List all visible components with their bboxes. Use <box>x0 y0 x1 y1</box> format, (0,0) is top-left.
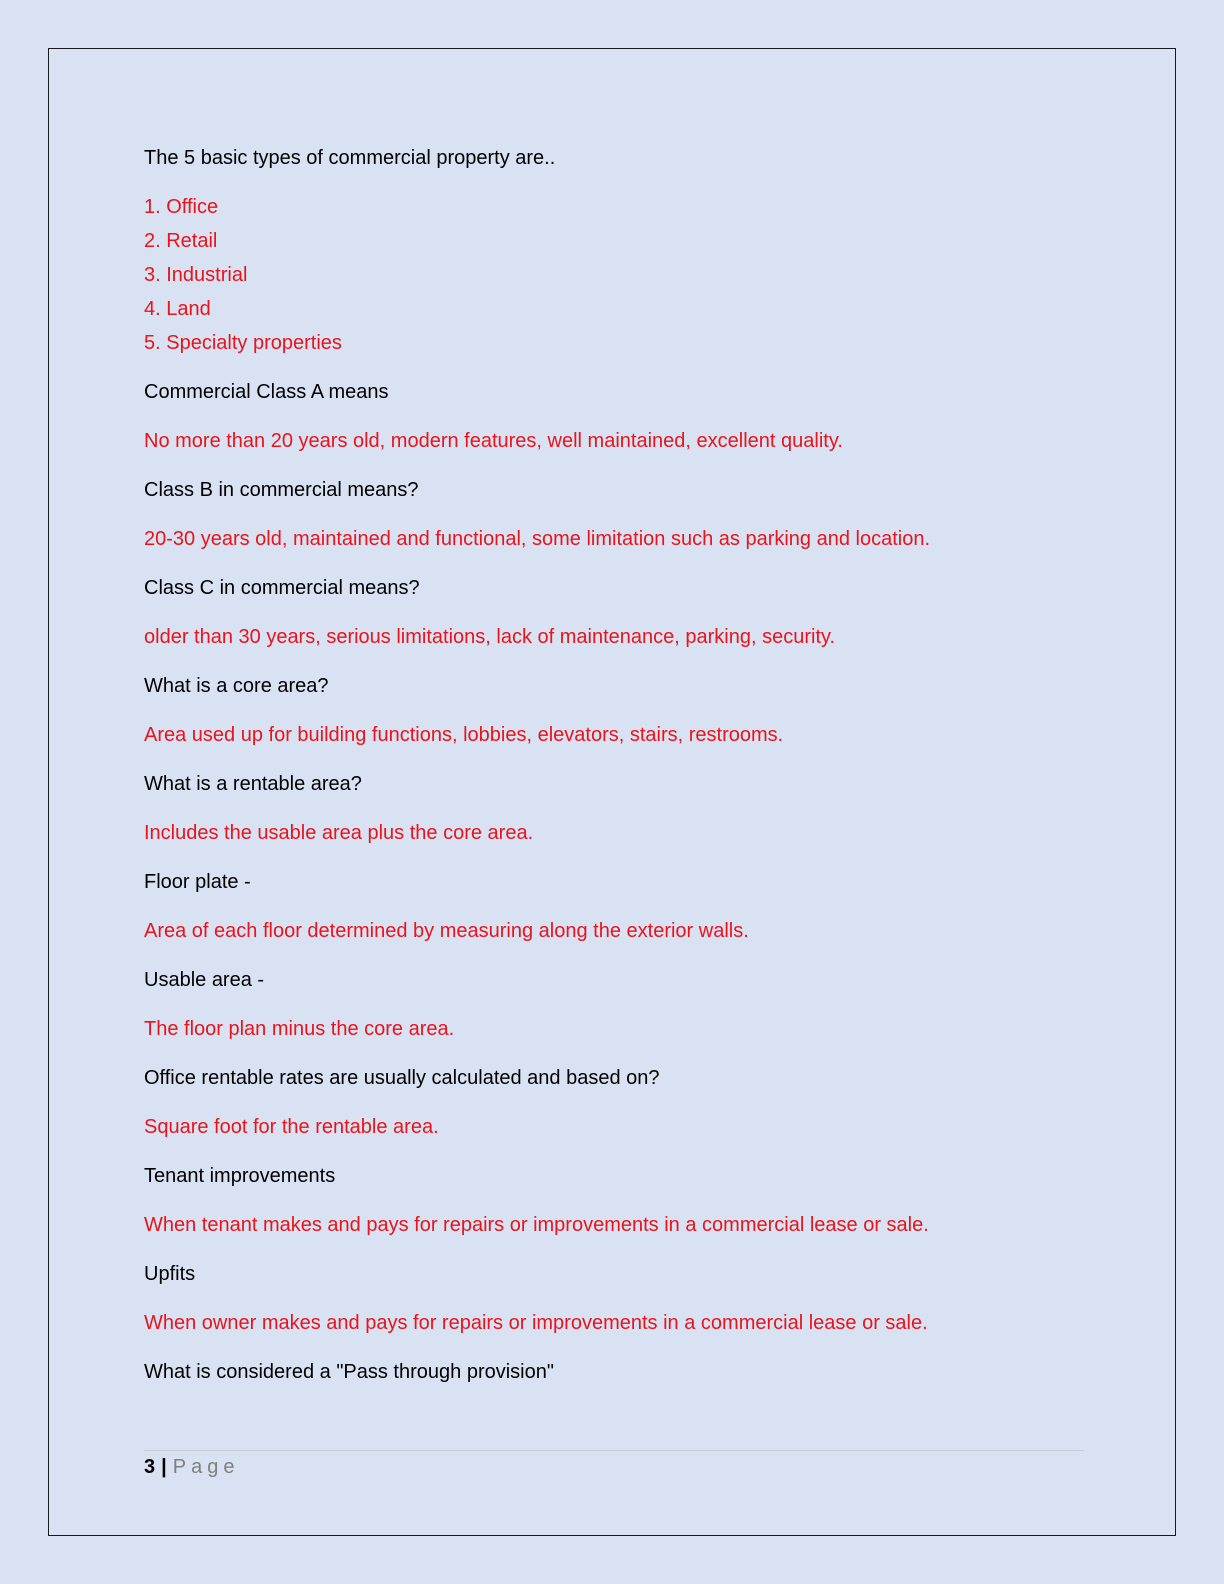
question-text: Upfits <box>144 1263 196 1285</box>
page-number: 3 <box>144 1456 156 1478</box>
answer-text: The floor plan minus the core area. <box>144 1018 455 1040</box>
answer-text: Area used up for building functions, lobbies, elevators, stairs, restrooms. <box>144 724 784 746</box>
question-text: Commercial Class A means <box>144 381 389 403</box>
question-text: Office rentable rates are usually calculated and based on? <box>144 1067 660 1089</box>
list-item: 3. Industrial <box>144 264 248 286</box>
question-text: Usable area - <box>144 969 265 991</box>
answer-text: Square foot for the rentable area. <box>144 1116 439 1138</box>
property-types-list <box>144 195 1084 356</box>
last-question-text: What is considered a "Pass through provision" <box>144 1361 554 1383</box>
document-body <box>144 146 1084 1385</box>
list-item: 5. Specialty properties <box>144 332 342 354</box>
list-item: 2. Retail <box>144 230 218 252</box>
question-text: What is a rentable area? <box>144 773 362 795</box>
footer-separator: | <box>161 1456 167 1478</box>
answer-text: Area of each floor determined by measuring along the exterior walls. <box>144 920 749 942</box>
answer-text: 20-30 years old, maintained and functional, some limitation such as parking and location. <box>144 528 931 550</box>
answer-text: When owner makes and pays for repairs or improvements in a commercial lease or sale. <box>144 1312 928 1334</box>
list-item: 1. Office <box>144 196 219 218</box>
page-footer <box>144 1455 239 1480</box>
answer-text: older than 30 years, serious limitations, lack of maintenance, parking, security. <box>144 626 836 648</box>
intro-text: The 5 basic types of commercial property are.. <box>144 147 556 169</box>
page-label: Page <box>172 1456 240 1478</box>
question-text: Class B in commercial means? <box>144 479 419 501</box>
footer-divider <box>144 1450 1084 1451</box>
question-text: What is a core area? <box>144 675 329 697</box>
list-item: 4. Land <box>144 298 211 320</box>
answer-text: When tenant makes and pays for repairs or improvements in a commercial lease or sale. <box>144 1214 929 1236</box>
answer-text: No more than 20 years old, modern features, well maintained, excellent quality. <box>144 430 843 452</box>
question-text: Class C in commercial means? <box>144 577 420 599</box>
answer-text: Includes the usable area plus the core area. <box>144 822 534 844</box>
question-text: Floor plate - <box>144 871 251 893</box>
question-text: Tenant improvements <box>144 1165 336 1187</box>
